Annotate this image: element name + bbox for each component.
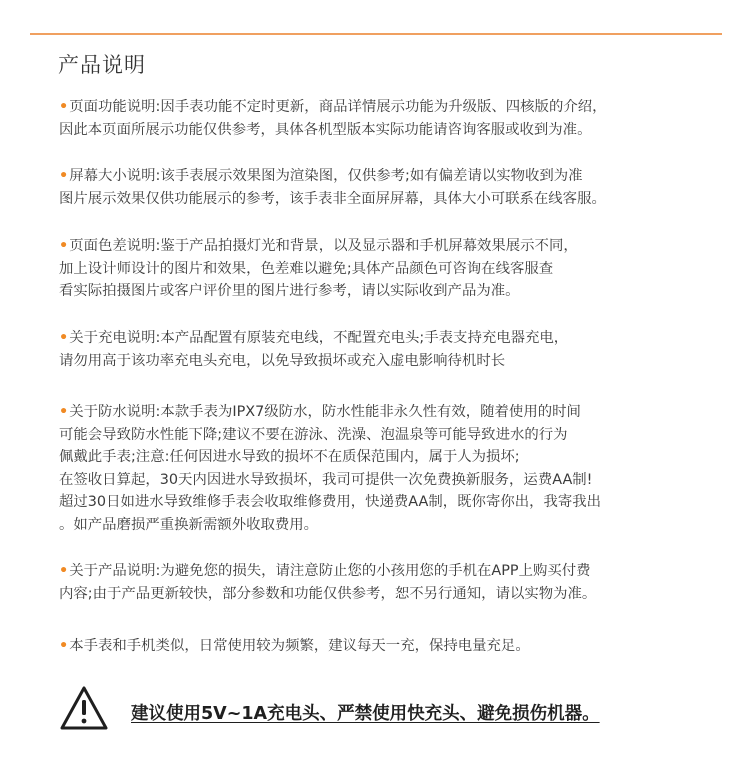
note-product: [59, 560, 729, 605]
note-line: 因此本页面所展示功能仅供参考，具体各机型版本实际功能请咨询客服或收到为准。: [59, 121, 592, 138]
note-line: 超过30日如进水导致维修手表会收取维修费用，快递费AA制，既你寄你出，我寄我出: [59, 494, 602, 510]
note-line: 请勿用高于该功率充电头充电，以免导致损坏或充入虚电影响待机时长: [59, 352, 506, 369]
note-waterproof: [59, 401, 729, 536]
note-page-function: [59, 96, 729, 141]
note-daily-use: [59, 635, 729, 658]
note-line: •本手表和手机类似，日常使用较为频繁，建议每天一充，保持电量充足。: [59, 635, 729, 658]
bullet-dot: •: [59, 330, 69, 346]
note-line: •关于产品说明:为避免您的损失，请注意防止您的小孩用您的手机在APP上购买付费: [59, 560, 729, 583]
note-line: 内容;由于产品更新较快，部分参数和功能仅供参考，恕不另行通知，请以实物为准。: [59, 585, 597, 602]
bullet-dot: •: [59, 168, 69, 184]
warning-text: 建议使用5V~1A充电头、严禁使用快充头、避免损伤机器。: [131, 704, 600, 724]
note-line: •关于充电说明:本产品配置有原装充电线，不配置充电头;手表支持充电器充电，: [59, 327, 729, 350]
bullet-dot: •: [59, 238, 69, 254]
bullet-dot: •: [59, 404, 69, 420]
note-line: •屏幕大小说明:该手表展示效果图为渲染图，仅供参考;如有偏差请以实物收到为准: [59, 165, 729, 188]
note-line: 加上设计师设计的图片和效果，色差难以避免;具体产品颜色可咨询在线客服查: [59, 260, 554, 277]
note-line: 图片展示效果仅供功能展示的参考，该手表非全面屏屏幕，具体大小可联系在线客服。: [59, 190, 606, 207]
note-line: •页面功能说明:因手表功能不定时更新，商品详情展示功能为升级版、四核版的介绍，: [59, 96, 729, 119]
bullet-dot: •: [59, 563, 69, 579]
note-line: 看实际拍摄图片或客户评价里的图片进行参考，请以实际收到产品为准。: [59, 283, 520, 299]
note-line: 可能会导致防水性能下降;建议不要在游泳、洗澡、泡温泉等可能导致进水的行为: [59, 426, 568, 443]
top-divider: [30, 33, 722, 35]
charging-warning: [59, 685, 729, 735]
note-charging: [59, 327, 729, 372]
note-color-difference: [59, 235, 729, 303]
note-line: 佩戴此手表;注意:任何因进水导致的损坏不在质保范围内，属于人为损坏;: [59, 449, 520, 465]
bullet-dot: •: [59, 99, 69, 115]
note-screen-size: [59, 165, 729, 210]
note-line: 在签收日算起，30天内因进水导致损坏，我司可提供一次免费换新服务，运费AA制!: [59, 471, 593, 488]
note-line: •页面色差说明:鉴于产品拍摄灯光和背景，以及显示器和手机屏幕效果展示不同，: [59, 235, 729, 258]
warning-triangle-icon: [59, 685, 109, 731]
bullet-dot: •: [59, 638, 69, 654]
note-line: 。如产品磨损严重换新需额外收取费用。: [59, 516, 319, 533]
page-title: 产品说明: [58, 53, 146, 77]
note-line: •关于防水说明:本款手表为IPX7级防水，防水性能非永久性有效，随着使用的时间: [59, 401, 729, 424]
